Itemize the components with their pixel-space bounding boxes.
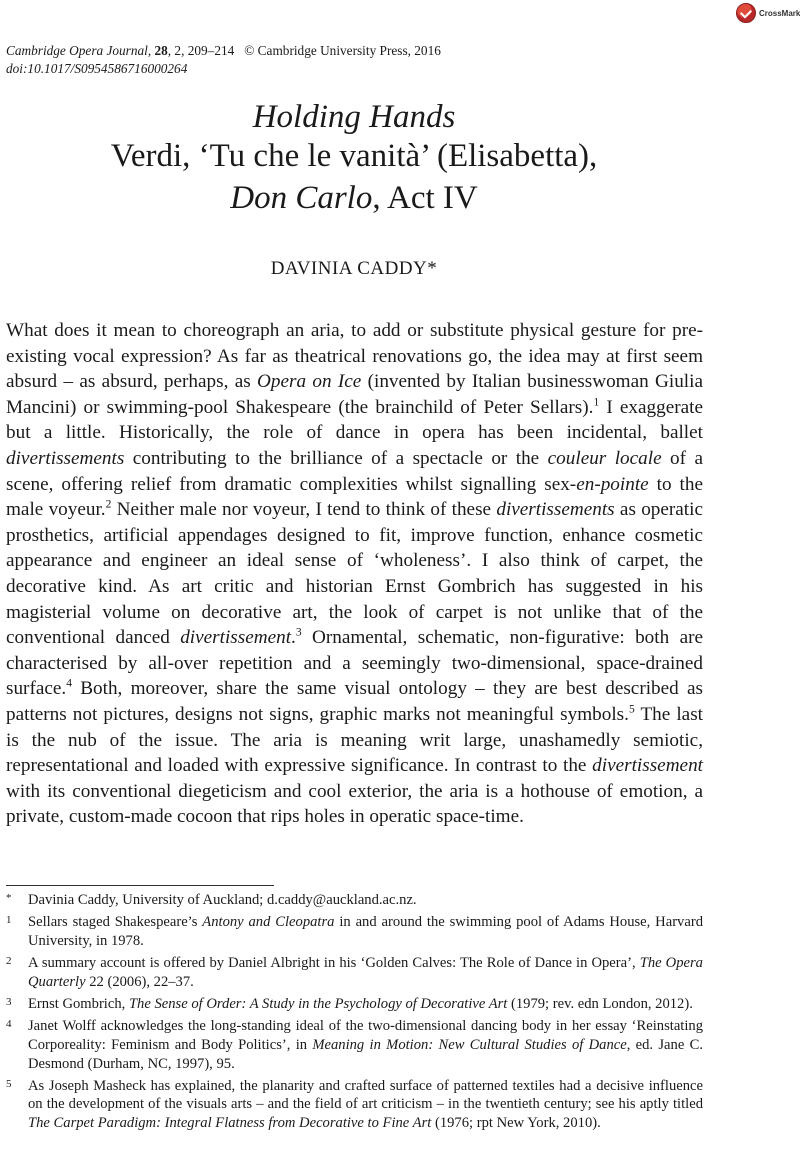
body-text: of a scene, offering relief from dramatic complexities whilst signalling sex-: [6, 447, 704, 495]
footnote-ref-5[interactable]: 5: [628, 703, 635, 716]
body-text: Both, moreover, share the same visual ontology – they are best described as patterns not pictures, designs not signs, graphic marks not meaningful symbols.: [6, 678, 703, 725]
body-text: with its conventional diegeticism and cool exterior, the aria is a hothouse of emotion, a private, custom-made cocoon that rips holes in operatic space-time.: [6, 780, 703, 828]
crossmark-badge[interactable]: [736, 2, 800, 24]
footnotes: [6, 891, 703, 1136]
footnote-ref-4[interactable]: 4: [66, 677, 72, 690]
title-line-2: Verdi, ‘Tu che le vanità’ (Elisabetta),: [110, 138, 598, 174]
footnote-1: [6, 913, 703, 950]
fn-part: As Joseph Masheck has explained, the planarity and crafted surface of patterned textiles had a decisive influence on the development of the visuals arts – and the field of art criticism – in the twentieth century; see his aptly titled: [28, 1077, 703, 1113]
footnote-mark: 4: [6, 1018, 12, 1031]
fn-part: Sellars staged Shakespeare’s: [28, 914, 203, 931]
body-text: What does it mean to choreograph an aria, to add or substitute physical gesture for pre-existing vocal expression? As far as theatrical renovations go, the idea may at first seem absurd – as absurd, perhaps, as: [6, 320, 703, 393]
footnote-mark: *: [6, 892, 12, 904]
body-italic: divertissements: [6, 447, 125, 469]
footnote-text: [28, 995, 703, 1014]
footnote-mark: 1: [6, 914, 12, 927]
fn-part: 22 (2006), 22–37.: [85, 973, 194, 990]
title-act: , Act IV: [372, 180, 478, 216]
body-text: (invented by Italian businesswoman Giulia Mancini) or swimming-pool Shakespeare (the brainchild of Peter Sellars).: [6, 371, 703, 418]
journal-header: [6, 42, 566, 78]
footnote-ref-1[interactable]: 1: [593, 396, 600, 409]
body-text: to the male voyeur.: [6, 473, 703, 521]
body-text: The last is the nub of the issue. The aria is meaning writ large, unashamedly semiotic, representational and loaded with expressive significance. In contrast to the: [6, 703, 703, 777]
fn-italic: Antony and Cleopatra: [202, 914, 335, 931]
fn-part: in and around the swimming pool of Adams House, Harvard University, in 1978.: [28, 914, 703, 949]
fn-part: Janet Wolff acknowledges the long-standing ideal of the two-dimensional dancing body in her essay ‘Reinstating Corporeality: Feminism and Body Politics’, in: [28, 1018, 703, 1053]
title-line-3: [0, 176, 708, 220]
footnote-4: [6, 1017, 703, 1073]
title-line-1: Holding Hands: [252, 99, 456, 135]
footnote-5: [6, 1077, 703, 1133]
body-text: I exaggerate but a little. Historically, the role of dance in opera has been incidental, ballet: [6, 396, 703, 444]
footnote-mark: 2: [6, 955, 12, 968]
crossmark-label: CrossMark: [759, 8, 800, 18]
journal-volume: 28: [154, 43, 168, 58]
footnote-text: [28, 1077, 703, 1133]
body-text: contributing to the brilliance of a spectacle or the: [124, 447, 548, 469]
footnote-mark: 3: [6, 996, 12, 1009]
body-text: Neither male nor voyeur, I tend to think of these: [111, 499, 497, 521]
footnote-text: Davinia Caddy, University of Auckland; d.caddy@auckland.ac.nz.: [28, 892, 417, 908]
fn-italic: The Sense of Order: A Study in the Psychology of Decorative Art: [128, 996, 508, 1013]
title-opera-name: Don Carlo: [230, 180, 373, 216]
footnote-mark: 5: [6, 1077, 12, 1090]
footnote-text: [28, 1017, 703, 1073]
journal-copyright: © Cambridge University Press, 2016: [244, 43, 441, 58]
journal-sep: ,: [147, 43, 155, 58]
journal-citation: [6, 42, 566, 60]
body-italic: couleur locale: [547, 447, 662, 469]
fn-italic: The Carpet Paradigm: Integral Flatness from Decorative to Fine Art: [28, 1114, 432, 1131]
body-italic: divertissement: [592, 755, 703, 777]
footnote-ref-2[interactable]: 2: [105, 498, 112, 511]
body-italic: en-pointe: [576, 473, 649, 495]
article-title: [0, 98, 708, 220]
crossmark-icon: [736, 3, 756, 23]
fn-part: (1976; rpt New York, 2010).: [431, 1114, 601, 1131]
fn-italic: The Opera Quarterly: [28, 955, 703, 990]
footnote-ref-3[interactable]: 3: [295, 626, 302, 639]
fn-part: , ed. Jane C. Desmond (Durham, NC, 1997), 95.: [28, 1036, 703, 1072]
journal-name: Cambridge Opera Journal: [6, 43, 148, 58]
footnote-3: [6, 995, 703, 1014]
footnote-text: [28, 913, 703, 950]
body-italic: divertissements: [496, 499, 615, 521]
author-name: DAVINIA CADDY*: [270, 258, 438, 279]
footnote-2: [6, 954, 703, 991]
fn-part: Ernst Gombrich,: [28, 996, 129, 1013]
journal-doi: doi:10.1017/S0954586716000264: [6, 61, 188, 76]
journal-details: , 2, 209–214: [167, 43, 235, 58]
body-text: Ornamental, schematic, non-figurative: both are characterised by all-over repetition and a seemingly two-dimensional, space-drained surface.: [6, 627, 704, 700]
footnote-divider: [6, 885, 274, 886]
fn-part: A summary account is offered by Daniel Albright in his ‘Golden Calves: The Role of Dance in Opera’,: [28, 955, 640, 972]
fn-italic: Meaning in Motion: New Cultural Studies of Dance: [312, 1036, 627, 1053]
body-paragraph: [6, 318, 703, 830]
body-italic: Opera on Ice: [257, 371, 362, 393]
body-text: .: [291, 627, 296, 649]
footnote-author: [6, 891, 703, 910]
body-text: as operatic prosthetics, artificial appendages designed to fit, improve function, enhance cosmetic appearance and engineer an ideal sense of ‘wholeness’. I also think of carpet, the decorative kind. As art critic and historian Ernst Gombrich has suggested in his magisterial volume on decorative art, the look of carpet is not unlike that of the conventional danced: [6, 499, 703, 649]
footnote-text: [28, 954, 703, 991]
fn-part: (1979; rev. edn London, 2012).: [507, 996, 693, 1013]
body-italic: divertissement: [180, 627, 292, 649]
